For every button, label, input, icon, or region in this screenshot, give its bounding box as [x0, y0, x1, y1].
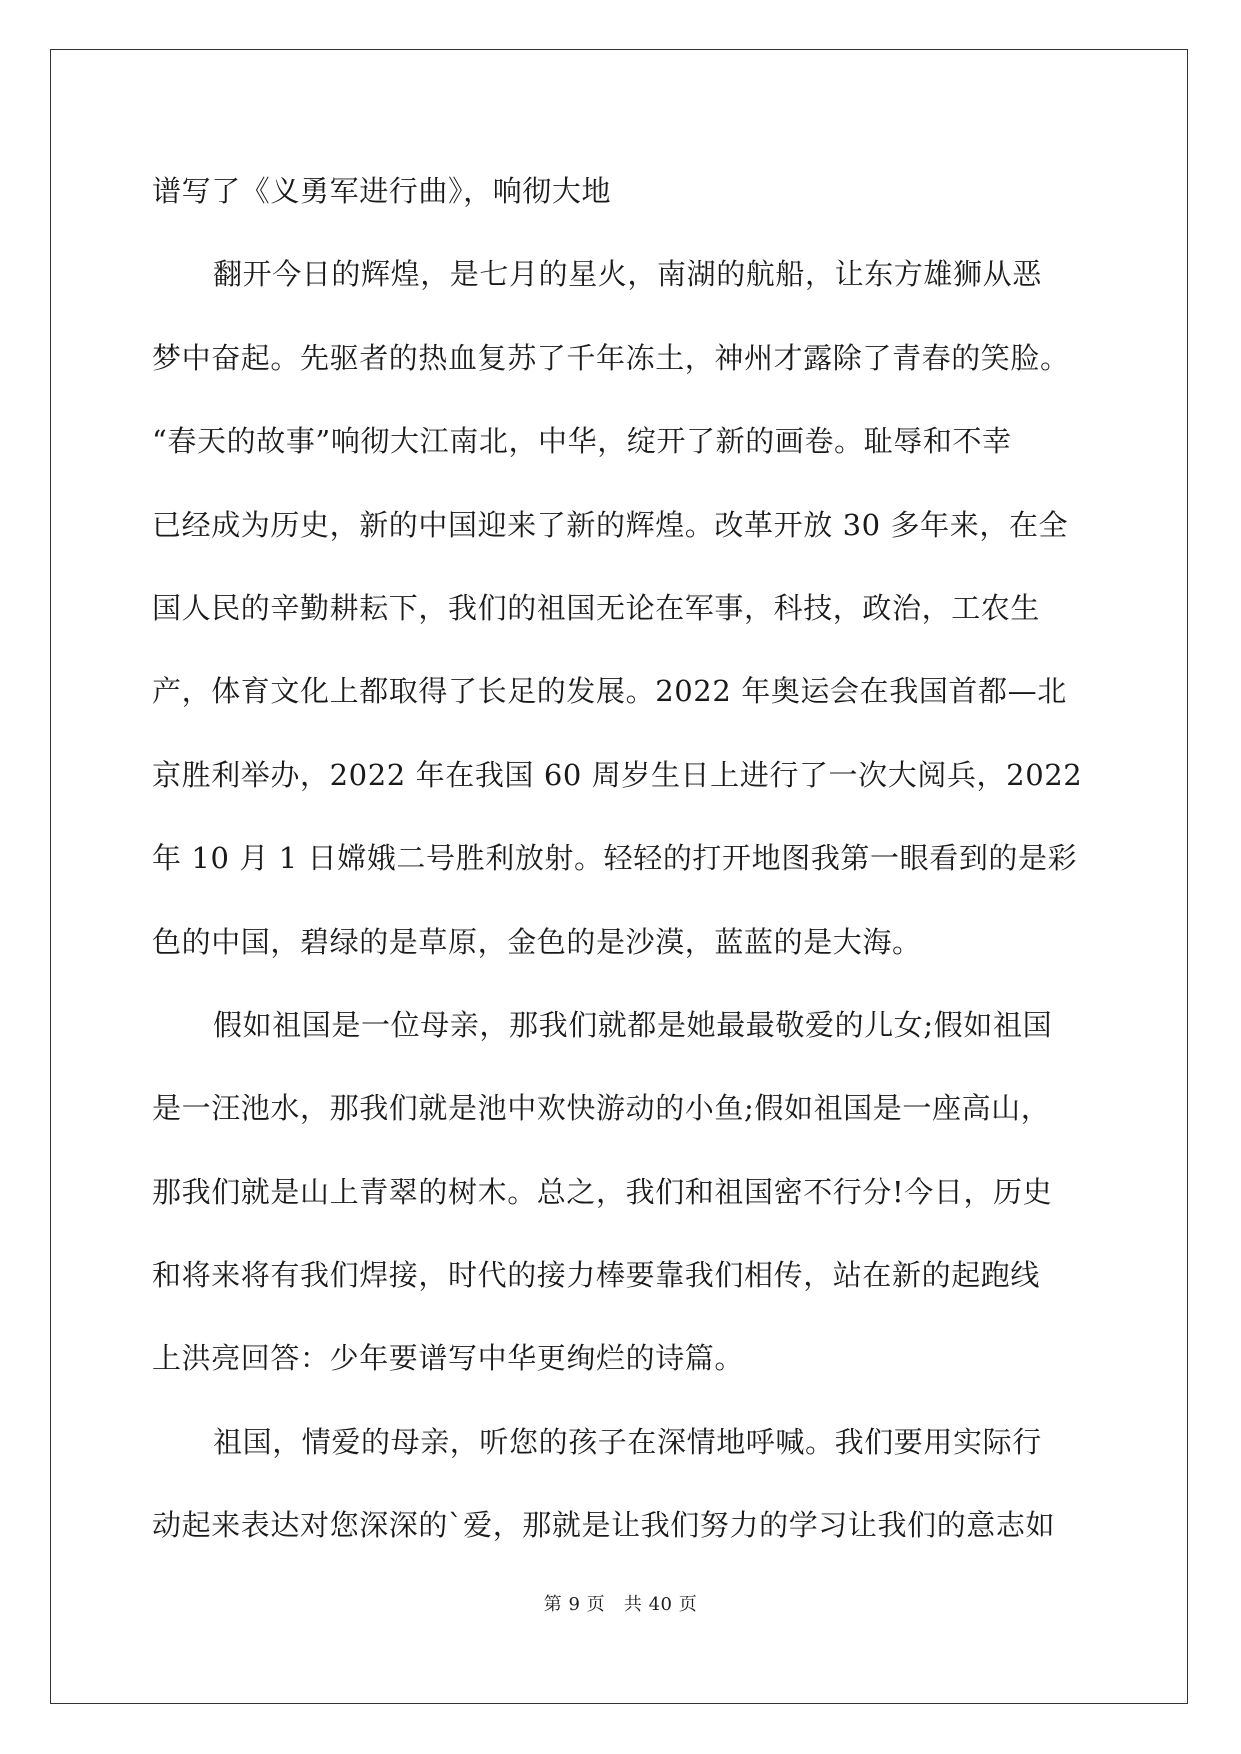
text-line: 梦中奋起。先驱者的热血复苏了千年冻土，神州才露除了青春的笑脸。: [152, 340, 1070, 375]
text-line: 假如祖国是一位母亲，那我们就都是她最最敬爱的儿女;假如祖国: [213, 1007, 1053, 1042]
page-footer: [0, 1593, 1241, 1617]
text-line: 翻开今日的辉煌，是七月的星火，南湖的航船，让东方雄狮从恶: [213, 257, 1042, 292]
current-page-number: 第 9 页: [543, 1594, 606, 1615]
text-line: 京胜利举办，2022 年在我国 60 周岁生日上进行了一次大阅兵，2022: [152, 757, 1083, 792]
text-line: “春天的故事”响彻大江南北，中华，绽开了新的画卷。耻辱和不幸: [152, 424, 1012, 459]
text-line: 那我们就是山上青翠的树木。总之，我们和祖国密不行分!今日，历史: [152, 1174, 1053, 1209]
text-line: 国人民的辛勤耕耘下，我们的祖国无论在军事，科技，政治，工农生: [152, 590, 1041, 625]
text-line: 产，体育文化上都取得了长足的发展。2022 年奥运会在我国首都—北: [152, 674, 1067, 709]
text-line: 色的中国，碧绿的是草原，金色的是沙漠，蓝蓝的是大海。: [152, 924, 922, 959]
text-line: 动起来表达对您深深的`爱，那就是让我们努力的学习让我们的意志如: [152, 1508, 1056, 1543]
text-line: 是一汪池水，那我们就是池中欢快游动的小鱼;假如祖国是一座高山，: [152, 1091, 1051, 1126]
text-line: 年 10 月 1 日嫦娥二号胜利放射。轻轻的打开地图我第一眼看到的是彩: [152, 841, 1078, 876]
text-line: 谱写了《义勇军进行曲》，响彻大地: [152, 174, 612, 208]
document-body: [152, 161, 1092, 1579]
total-page-count: 共 40 页: [623, 1594, 698, 1615]
text-line: 已经成为历史，新的中国迎来了新的辉煌。改革开放 30 多年来，在全: [152, 507, 1069, 542]
text-line: 祖国，情爱的母亲，听您的孩子在深情地呼喊。我们要用实际行: [213, 1424, 1042, 1459]
text-line: 上洪亮回答：少年要谱写中华更绚烂的诗篇。: [152, 1341, 745, 1376]
text-line: 和将来将有我们焊接，时代的接力棒要靠我们相传，站在新的起跑线: [152, 1258, 1041, 1293]
